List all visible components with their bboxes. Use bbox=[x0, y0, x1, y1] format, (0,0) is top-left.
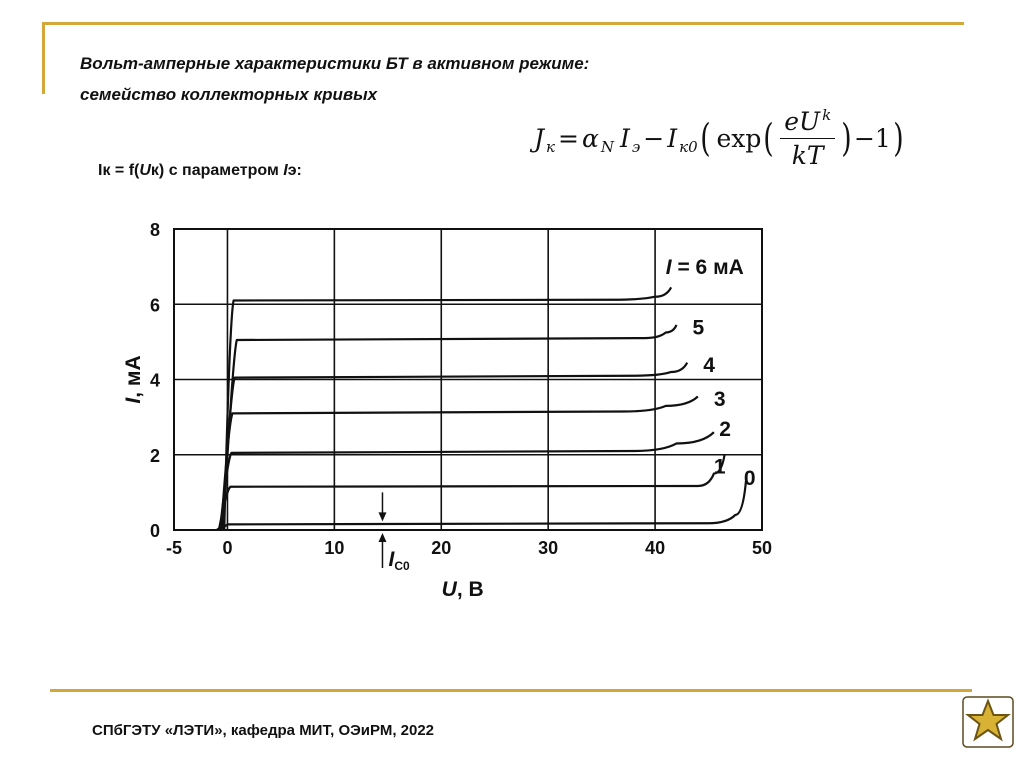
formula-eq: = bbox=[558, 123, 579, 153]
curve-series-5 bbox=[223, 325, 676, 530]
subtitle-part4: I bbox=[283, 162, 288, 179]
formula-paren-open-2: ( bbox=[763, 116, 774, 160]
y-axis-label bbox=[122, 355, 145, 403]
y-axis-label-unit: , мА bbox=[122, 355, 145, 398]
curve-label: 4 bbox=[703, 353, 715, 377]
curve-series-1 bbox=[219, 455, 725, 530]
footer-text: СПбГЭТУ «ЛЭТИ», кафедра МИТ, ОЭиРМ, 2022 bbox=[92, 722, 435, 739]
y-tick-label: 0 bbox=[149, 521, 160, 541]
formula-exp: exp bbox=[716, 123, 762, 153]
ic0-label-var: I bbox=[388, 548, 395, 571]
formula bbox=[534, 100, 906, 176]
subtitle bbox=[98, 162, 302, 180]
subtitle-part1: Iк = f( bbox=[98, 162, 140, 179]
formula-numerator bbox=[780, 107, 835, 139]
bottom-rule bbox=[50, 689, 972, 692]
iv-chart bbox=[110, 210, 810, 610]
subtitle-part3: к) с параметром bbox=[150, 162, 284, 179]
y-axis-label-var: I bbox=[122, 397, 145, 404]
top-rule bbox=[42, 22, 964, 25]
curve-label: 5 bbox=[692, 316, 705, 340]
y-tick-label: 6 bbox=[149, 295, 160, 316]
ic0-arrow-up-head bbox=[378, 533, 386, 542]
formula-alpha: α bbox=[581, 123, 599, 153]
formula-denominator: kT bbox=[791, 140, 824, 170]
formula-alpha-sub: N bbox=[600, 138, 614, 156]
x-tick-label: 40 bbox=[645, 538, 666, 558]
x-axis-label bbox=[442, 578, 484, 601]
formula-I2: I bbox=[667, 123, 678, 153]
curve-series-3 bbox=[221, 396, 698, 530]
subtitle-part2: U bbox=[139, 162, 151, 179]
x-tick-label: 30 bbox=[538, 538, 559, 558]
x-axis-label-var: U bbox=[441, 578, 457, 601]
curve-series-2 bbox=[220, 432, 714, 530]
curve-series-0 bbox=[217, 481, 746, 530]
ic0-label bbox=[388, 548, 410, 573]
formula-I: I bbox=[619, 123, 630, 153]
slide-title-line2: семейство коллекторных кривых bbox=[80, 85, 378, 104]
formula-J: J bbox=[534, 123, 545, 153]
formula-paren-close-2: ) bbox=[841, 116, 852, 160]
left-rule bbox=[42, 22, 45, 94]
formula-paren-close: ) bbox=[893, 116, 904, 160]
y-tick-label: 8 bbox=[149, 220, 160, 240]
formula-I2-sub: к0 bbox=[679, 138, 698, 156]
ic0-label-sub: С0 bbox=[394, 559, 410, 573]
formula-num-sub: k bbox=[822, 105, 832, 124]
x-tick-label: 50 bbox=[751, 538, 773, 558]
curve-label: 2 bbox=[719, 417, 731, 441]
x-tick-label: -5 bbox=[165, 538, 183, 558]
slide-title-line1: Вольт-амперные характеристики БТ в активном режиме: bbox=[80, 54, 590, 73]
y-tick-label: 2 bbox=[149, 445, 160, 466]
ic0-arrow-down-head bbox=[378, 512, 386, 521]
curve-series-6 bbox=[224, 287, 671, 530]
curve-label: 0 bbox=[743, 466, 756, 490]
curve-series-4 bbox=[222, 363, 687, 530]
formula-minus: − bbox=[643, 123, 665, 153]
x-tick-label: 10 bbox=[324, 538, 345, 558]
x-axis-label-unit: , В bbox=[456, 578, 484, 601]
curve-label bbox=[666, 256, 744, 279]
formula-num-text: eU bbox=[784, 106, 821, 136]
curve-label: 1 bbox=[713, 455, 726, 479]
curve-label-var: I bbox=[665, 256, 672, 280]
y-tick-label: 4 bbox=[149, 370, 160, 391]
subtitle-part5: э: bbox=[287, 162, 302, 179]
x-tick-label: 0 bbox=[222, 538, 233, 558]
x-tick-label: 20 bbox=[431, 538, 452, 558]
curve-label-value: = 6 мА bbox=[671, 256, 744, 280]
formula-I-sub: э bbox=[631, 138, 641, 156]
formula-fraction bbox=[780, 107, 835, 170]
formula-J-sub: к bbox=[546, 138, 555, 156]
formula-paren-open: ( bbox=[699, 116, 711, 160]
curve-label: 3 bbox=[713, 387, 726, 411]
star-icon[interactable] bbox=[962, 696, 1014, 748]
formula-minus-one: −1 bbox=[853, 123, 891, 153]
